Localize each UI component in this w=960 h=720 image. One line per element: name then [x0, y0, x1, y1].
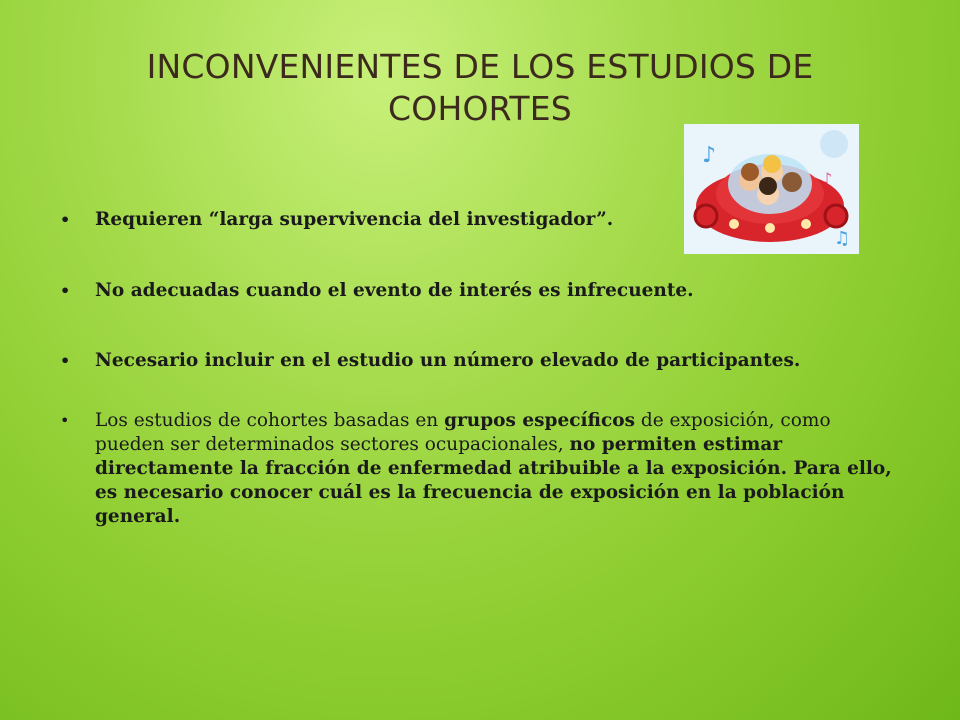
slide-title: INCONVENIENTES DE LOS ESTUDIOS DE COHORTES [146, 47, 814, 128]
bullet-bold-text: grupos específicos [444, 410, 635, 431]
bullet-item: • No adecuadas cuando el evento de interés es infrecuente. [60, 279, 900, 303]
bullet-item [60, 409, 900, 529]
svg-text:♪: ♪ [822, 169, 833, 188]
bullet-text: de exposición, como pueden ser determinados sectores ocupacionales, [95, 410, 831, 455]
bullet-item: • Requieren “larga supervivencia del investigador”. [60, 208, 900, 232]
bullet-bold-text: no permiten estimar directamente la fracción de enfermedad atribuible a la exposición. Para ello, es necesario conocer cuál es la frecuencia de exposición en la población general. [95, 434, 892, 527]
bullet-item: • Necesario incluir en el estudio un número elevado de participantes. [60, 349, 900, 373]
svg-text:♪: ♪ [702, 143, 717, 168]
bullet-list [60, 208, 900, 529]
svg-text:♫: ♫ [834, 228, 851, 249]
bullet-text: Los estudios de cohortes basadas en [95, 410, 445, 431]
